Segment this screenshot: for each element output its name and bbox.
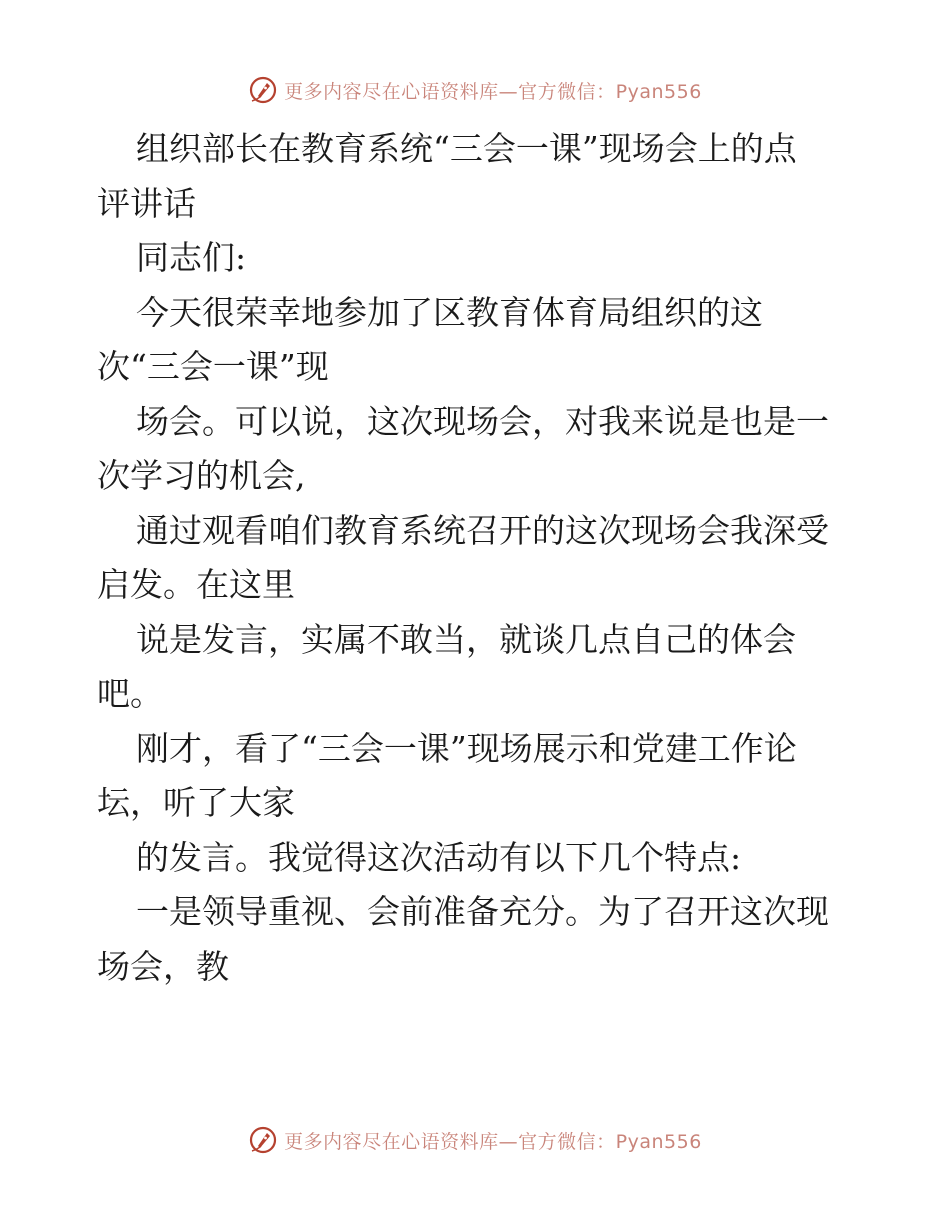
text-line: 组织部长在教育系统“三会一课”现场会上的点 xyxy=(136,129,797,168)
text-line: 场会。可以说，这次现场会，对我来说是也是一 xyxy=(136,401,829,441)
text-line: 次学习的机会, xyxy=(97,456,306,495)
text-line: 同志们: xyxy=(136,238,247,277)
pen-nib-circle-icon xyxy=(248,1125,278,1155)
text-line: 说是发言，实属不敢当，就谈几点自己的体会 xyxy=(136,619,796,659)
text-line: 通过观看咱们教育系统召开的这次现场会我深受 xyxy=(136,510,829,550)
text-line: 次“三会一课”现 xyxy=(97,347,329,386)
text-line: 的发言。我觉得这次活动有以下几个特点: xyxy=(136,837,742,877)
footer-banner xyxy=(0,1120,950,1160)
text-line: 刚才，看了“三会一课”现场展示和党建工作论 xyxy=(136,728,797,768)
text-line: 启发。在这里 xyxy=(97,565,295,604)
text-line: 一是领导重视、会前准备充分。为了召开这次现 xyxy=(136,892,829,931)
banner-text: 更多内容尽在心语资料库—官方微信：Pyan556 xyxy=(284,80,702,103)
text-line: 评讲话 xyxy=(97,183,196,223)
text-line: 今天很荣幸地参加了区教育体育局组织的这 xyxy=(136,292,763,332)
header-banner xyxy=(0,70,950,110)
text-line: 坛，听了大家 xyxy=(97,783,295,822)
document-body xyxy=(97,122,857,994)
text-line: 吧。 xyxy=(97,674,163,713)
pen-nib-circle-icon xyxy=(248,75,278,105)
text-line: 场会，教 xyxy=(97,946,229,986)
banner-text: 更多内容尽在心语资料库—官方微信：Pyan556 xyxy=(284,1130,702,1153)
